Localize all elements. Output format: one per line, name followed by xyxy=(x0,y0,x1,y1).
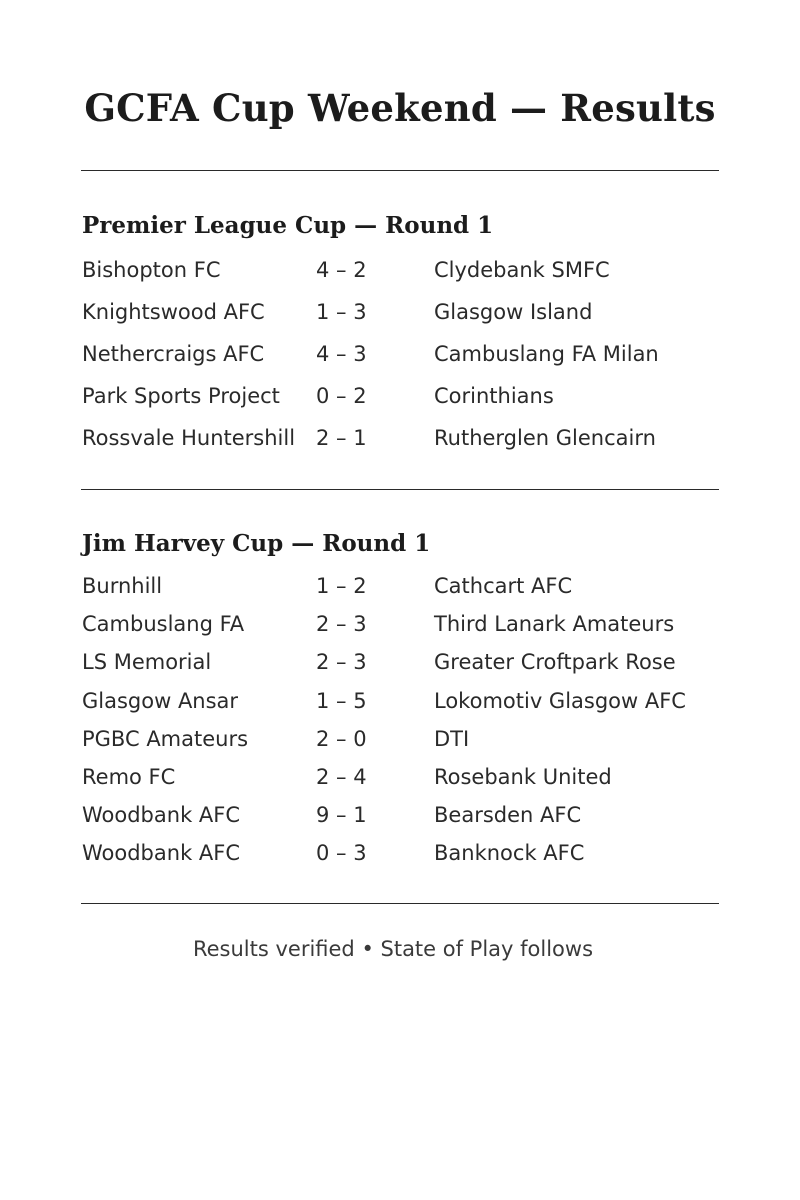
section-heading-jim-harvey-cup: Jim Harvey Cup — Round 1 xyxy=(82,530,431,557)
match-row xyxy=(82,727,722,765)
match-score: 9 – 1 xyxy=(316,803,367,828)
match-row xyxy=(82,841,722,879)
home-team: Burnhill xyxy=(82,574,163,598)
match-score: 4 – 2 xyxy=(316,258,367,282)
match-score: 2 – 0 xyxy=(316,726,367,751)
home-team: Cambuslang FA xyxy=(82,612,245,637)
away-team: Third Lanark Amateurs xyxy=(434,612,675,637)
match-row xyxy=(82,258,722,300)
section-divider xyxy=(81,489,719,490)
match-score: 1 – 2 xyxy=(316,574,367,598)
away-team: Clydebank SMFC xyxy=(434,258,610,282)
home-team: Park Sports Project xyxy=(82,384,280,408)
match-row xyxy=(82,612,722,650)
match-row xyxy=(82,650,722,688)
match-row xyxy=(82,342,722,384)
home-team: Rossvale Huntershill xyxy=(82,426,296,450)
match-score: 2 – 3 xyxy=(316,612,367,637)
away-team: Banknock AFC xyxy=(434,841,585,866)
match-row xyxy=(82,803,722,841)
premier-league-cup-results xyxy=(82,258,722,468)
away-team: Rutherglen Glencairn xyxy=(434,426,656,450)
home-team: Woodbank AFC xyxy=(82,841,241,866)
match-score: 2 – 3 xyxy=(316,650,367,675)
home-team: Glasgow Ansar xyxy=(82,688,239,713)
jim-harvey-cup-results xyxy=(82,574,722,880)
away-team: Cambuslang FA Milan xyxy=(434,342,659,366)
match-score: 1 – 3 xyxy=(316,300,367,324)
title-divider xyxy=(81,170,719,171)
match-row xyxy=(82,426,722,468)
match-score: 2 – 1 xyxy=(316,426,367,450)
away-team: Corinthians xyxy=(434,384,554,408)
away-team: DTI xyxy=(434,726,470,751)
match-score: 0 – 3 xyxy=(316,841,367,866)
section-heading-premier-league-cup: Premier League Cup — Round 1 xyxy=(82,212,494,239)
away-team: Glasgow Island xyxy=(434,300,593,324)
home-team: Bishopton FC xyxy=(82,258,221,282)
away-team: Lokomotiv Glasgow AFC xyxy=(434,688,686,713)
footer-divider xyxy=(81,903,719,904)
away-team: Bearsden AFC xyxy=(434,803,582,828)
match-row xyxy=(82,574,722,612)
match-row xyxy=(82,765,722,803)
home-team: Nethercraigs AFC xyxy=(82,342,265,366)
home-team: LS Memorial xyxy=(82,650,212,675)
match-score: 2 – 4 xyxy=(316,764,367,789)
match-score: 1 – 5 xyxy=(316,688,367,713)
match-row xyxy=(82,689,722,727)
footer-note: Results verified • State of Play follows xyxy=(192,937,594,961)
away-team: Cathcart AFC xyxy=(434,574,573,598)
page-title: GCFA Cup Weekend — Results xyxy=(84,86,716,130)
away-team: Rosebank United xyxy=(434,764,612,789)
home-team: Knightswood AFC xyxy=(82,300,265,324)
match-score: 0 – 2 xyxy=(316,384,367,408)
away-team: Greater Croftpark Rose xyxy=(434,650,676,675)
home-team: Woodbank AFC xyxy=(82,803,241,828)
match-row xyxy=(82,384,722,426)
match-score: 4 – 3 xyxy=(316,342,367,366)
home-team: Remo FC xyxy=(82,764,176,789)
match-row xyxy=(82,300,722,342)
home-team: PGBC Amateurs xyxy=(82,726,249,751)
